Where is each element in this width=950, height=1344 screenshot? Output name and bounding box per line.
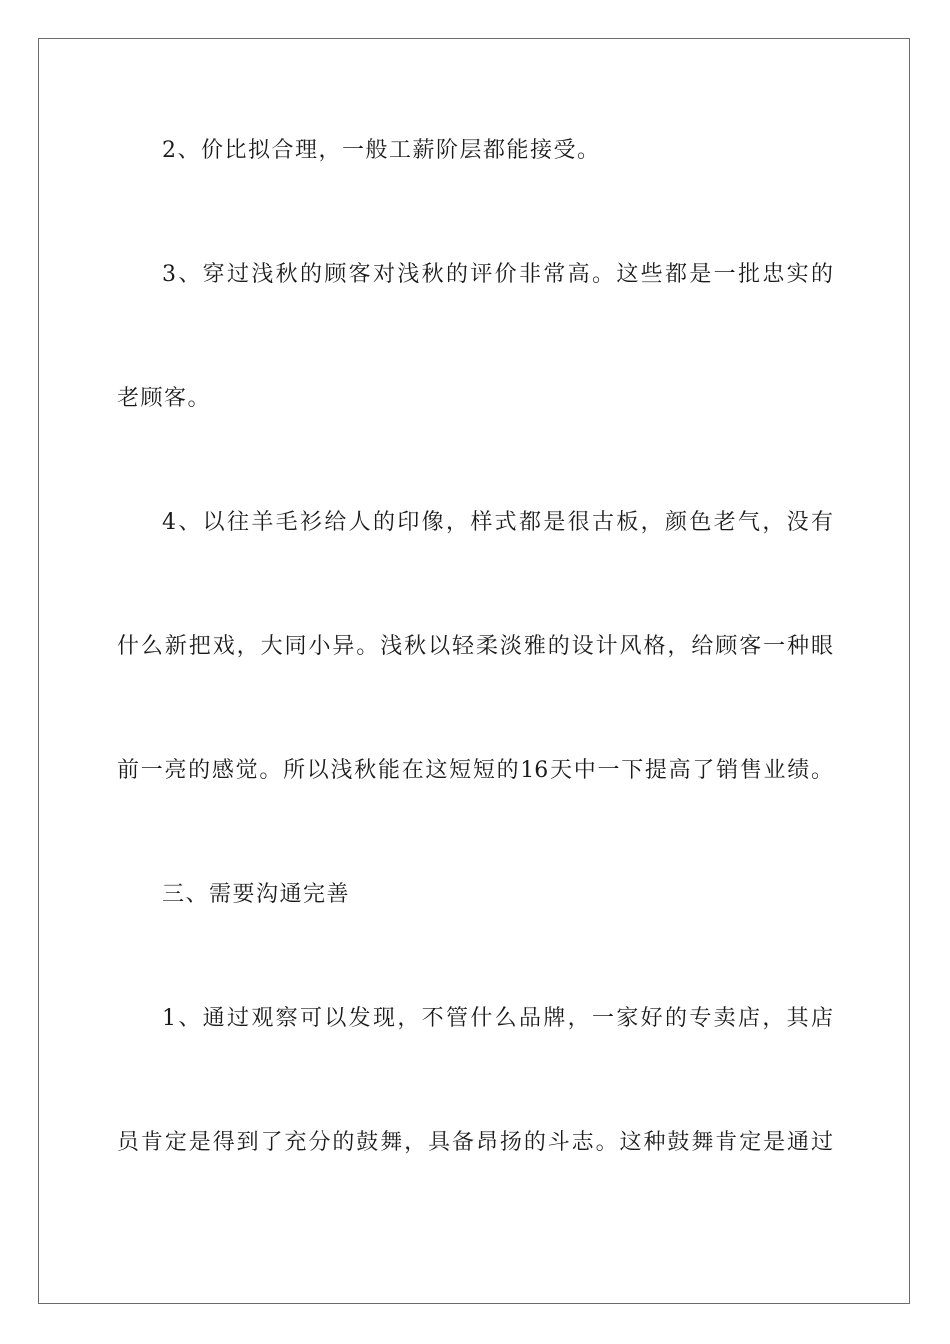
paragraph-line-3: 老顾客。 (117, 386, 212, 411)
paragraph-line-1: 2、价比拟合理，一般工薪阶层都能接受。 (162, 138, 601, 163)
paragraph-line-2: 3、穿过浅秋的顾客对浅秋的评价非常高。这些都是一批忠实的 (162, 262, 833, 287)
page-frame (38, 38, 910, 1304)
paragraph-line-8: 1、通过观察可以发现，不管什么品牌，一家好的专卖店，其店 (162, 1006, 833, 1031)
paragraph-line-9: 员肯定是得到了充分的鼓舞，具备昂扬的斗志。这种鼓舞肯定是通过 (117, 1130, 833, 1155)
paragraph-line-6: 前一亮的感觉。所以浅秋能在这短短的16天中一下提高了销售业绩。 (117, 758, 833, 783)
paragraph-line-4: 4、以往羊毛衫给人的印像，样式都是很古板，颜色老气，没有 (162, 510, 833, 535)
section-heading: 三、需要沟通完善 (162, 882, 351, 907)
paragraph-line-5: 什么新把戏，大同小异。浅秋以轻柔淡雅的设计风格，给顾客一种眼 (117, 634, 833, 659)
